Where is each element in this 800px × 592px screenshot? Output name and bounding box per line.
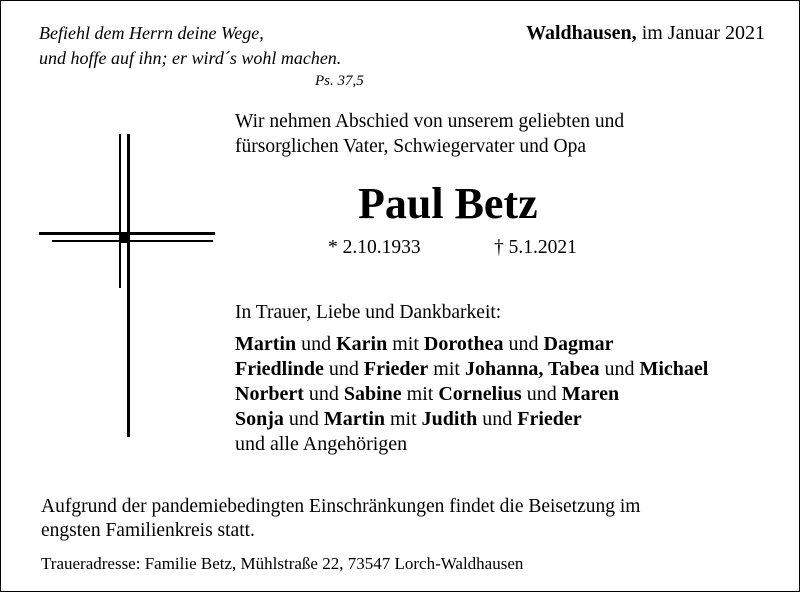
verse-line-2: und hoffe auf ihn; er wird´s wohl machen. [39, 48, 342, 68]
family-connector: und [303, 383, 344, 405]
intro-line-1: Wir nehmen Abschied von unserem geliebten und [235, 111, 625, 132]
town-name: Waldhausen, [526, 22, 637, 44]
family-connector: mit [428, 358, 465, 380]
family-connector: mit [385, 408, 422, 430]
cross-icon [39, 134, 219, 440]
family-member-name: Martin [235, 333, 297, 355]
farewell-intro [235, 109, 624, 159]
mourning-address: Traueradresse: Familie Betz, Mühlstraße 22, 73547 Lorch-Waldhausen [41, 554, 524, 573]
verse-line-1: Befiehl dem Herrn deine Wege, [39, 23, 264, 43]
family-connector: und [521, 383, 562, 405]
mourning-text: In Trauer, Liebe und Dankbarkeit: [235, 302, 502, 323]
family-list [235, 332, 708, 457]
family-member-name: Karin [336, 333, 388, 355]
family-member-name: Sabine [343, 383, 402, 405]
family-connector: und alle Angehörigen [235, 433, 408, 455]
deceased-name: Paul Betz [358, 179, 538, 228]
family-member-name: Michael [639, 358, 709, 380]
family-member-name: Cornelius [438, 383, 522, 405]
family-member-name: Frieder [517, 408, 582, 430]
family-member-name: Johanna, Tabea [464, 358, 600, 380]
notice-line-1: Aufgrund der pandemiebedingten Einschränkungen findet die Beisetzung im [41, 496, 641, 517]
family-member-name: Martin [323, 408, 385, 430]
family-connector: und [323, 358, 364, 380]
death-date: † 5.1.2021 [494, 237, 577, 258]
intro-line-2: fürsorglichen Vater, Schwiegervater und Opa [235, 136, 587, 157]
place-and-date [526, 21, 765, 46]
family-member-name: Friedlinde [235, 358, 324, 380]
family-line-4 [235, 407, 708, 432]
family-connector: und [296, 333, 337, 355]
family-member-name: Maren [561, 383, 620, 405]
burial-notice [41, 495, 640, 543]
family-member-name: Sonja [235, 408, 284, 430]
family-member-name: Frieder [363, 358, 429, 380]
birth-date: * 2.10.1933 [328, 237, 421, 258]
family-member-name: Judith [421, 408, 478, 430]
verse-reference: Ps. 37,5 [315, 73, 364, 89]
family-member-name: Dagmar [543, 333, 614, 355]
notice-line-2: engsten Familienkreis statt. [41, 520, 255, 541]
family-connector: mit [387, 333, 424, 355]
family-connector: und [283, 408, 324, 430]
family-line-1 [235, 332, 708, 357]
family-line-3 [235, 382, 708, 407]
family-line-2 [235, 357, 708, 382]
family-member-name: Dorothea [423, 333, 504, 355]
notice-date: im Januar 2021 [636, 22, 765, 44]
family-line-5 [235, 432, 708, 457]
family-member-name: Norbert [235, 383, 304, 405]
family-connector: mit [401, 383, 439, 405]
bible-verse [39, 21, 364, 89]
family-connector: und [477, 408, 518, 430]
family-connector: und [503, 333, 544, 355]
family-connector: und [599, 358, 640, 380]
